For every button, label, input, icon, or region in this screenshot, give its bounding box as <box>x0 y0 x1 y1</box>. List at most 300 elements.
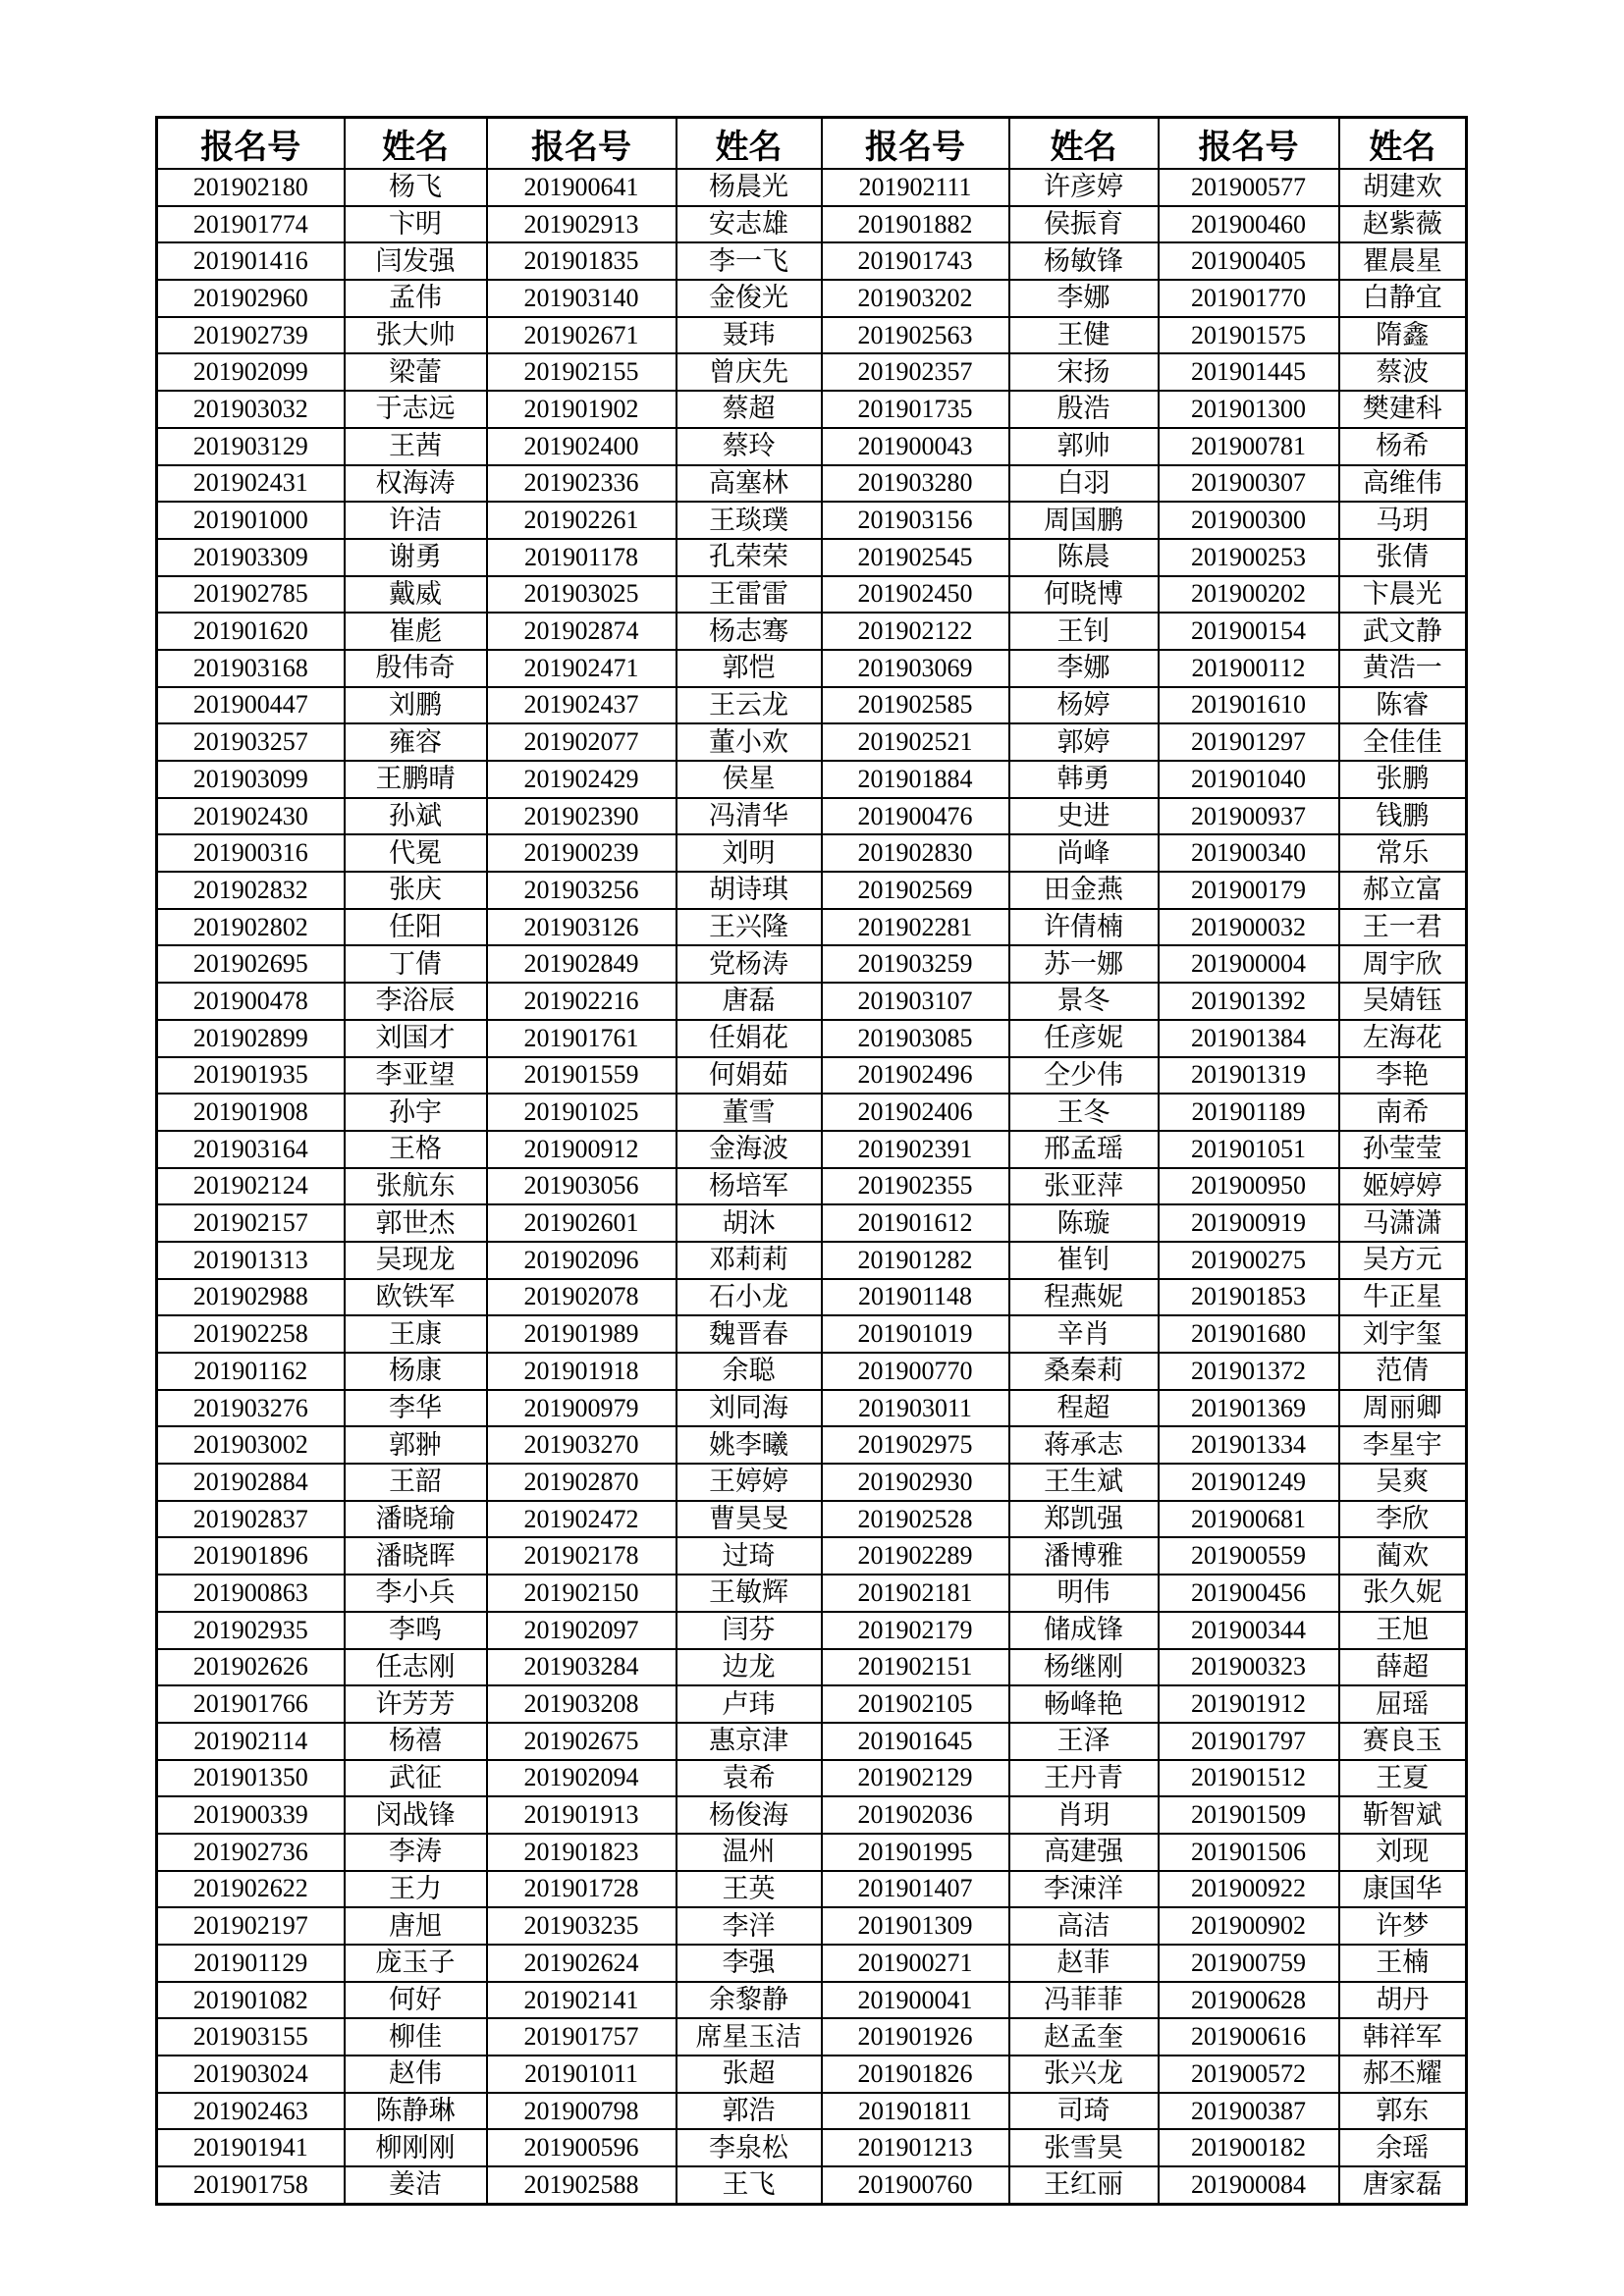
registration-number-cell: 201902870 <box>487 1464 677 1501</box>
registration-number-cell: 201900759 <box>1159 1945 1339 1982</box>
name-cell: 韩勇 <box>1009 761 1159 798</box>
registration-number-cell: 201902930 <box>822 1464 1009 1501</box>
registration-number-cell: 201903126 <box>487 909 677 946</box>
table-row <box>157 983 1467 1020</box>
registration-number-cell: 201900798 <box>487 2093 677 2130</box>
registration-number-cell: 201900478 <box>157 983 345 1020</box>
registration-number-cell: 201903032 <box>157 391 345 428</box>
registration-number-cell: 201900405 <box>1159 242 1339 280</box>
name-cell: 唐旭 <box>345 1907 487 1945</box>
name-cell: 潘晓瑜 <box>345 1501 487 1538</box>
registration-number-cell: 201901300 <box>1159 391 1339 428</box>
name-cell: 辛肖 <box>1009 1315 1159 1353</box>
name-cell: 白羽 <box>1009 465 1159 503</box>
name-cell: 李小兵 <box>345 1575 487 1612</box>
registration-number-cell: 201900316 <box>157 834 345 872</box>
registration-number-cell: 201901766 <box>157 1685 345 1723</box>
name-cell: 景冬 <box>1009 983 1159 1020</box>
registration-number-cell: 201900760 <box>822 2166 1009 2204</box>
name-cell: 明伟 <box>1009 1575 1159 1612</box>
registration-number-cell: 201900004 <box>1159 945 1339 983</box>
registration-number-cell: 201903284 <box>487 1649 677 1686</box>
name-cell: 于志远 <box>345 391 487 428</box>
name-cell: 高塞林 <box>677 465 822 503</box>
registration-number-cell: 201900476 <box>822 798 1009 835</box>
registration-number-cell: 201900084 <box>1159 2166 1339 2204</box>
name-cell: 康国华 <box>1339 1871 1467 1908</box>
registration-number-cell: 201900460 <box>1159 206 1339 243</box>
name-cell: 储成锋 <box>1009 1612 1159 1649</box>
registration-number-cell: 201900179 <box>1159 872 1339 909</box>
registration-number-cell: 201902472 <box>487 1501 677 1538</box>
table-row <box>157 1760 1467 1797</box>
registration-number-cell: 201901213 <box>822 2129 1009 2166</box>
header-row <box>157 118 1467 170</box>
registration-number-cell: 201900596 <box>487 2129 677 2166</box>
name-cell: 李华 <box>345 1390 487 1427</box>
table-row <box>157 1612 1467 1649</box>
registration-number-cell: 201901178 <box>487 539 677 576</box>
registration-number-cell: 201900253 <box>1159 539 1339 576</box>
registration-number-cell: 201903208 <box>487 1685 677 1723</box>
registration-number-cell: 201902695 <box>157 945 345 983</box>
name-cell: 许倩楠 <box>1009 909 1159 946</box>
registration-number-cell: 201902094 <box>487 1760 677 1797</box>
name-cell: 李鸣 <box>345 1612 487 1649</box>
name-cell: 张庆 <box>345 872 487 909</box>
registration-number-cell: 201902099 <box>157 353 345 391</box>
name-cell: 任志刚 <box>345 1649 487 1686</box>
table-row <box>157 798 1467 835</box>
name-cell: 冯菲菲 <box>1009 1982 1159 2019</box>
name-cell: 马玥 <box>1339 502 1467 539</box>
name-cell: 杨康 <box>345 1353 487 1390</box>
registration-number-cell: 201901282 <box>822 1242 1009 1279</box>
registration-number-cell: 201902124 <box>157 1168 345 1205</box>
name-cell: 孙莹莹 <box>1339 1131 1467 1168</box>
table-row <box>157 1796 1467 1834</box>
name-cell: 胡诗琪 <box>677 872 822 909</box>
name-cell: 曾庆先 <box>677 353 822 391</box>
name-cell: 王楠 <box>1339 1945 1467 1982</box>
name-cell: 全佳佳 <box>1339 723 1467 761</box>
name-cell: 王英 <box>677 1871 822 1908</box>
header-registration-number-2: 报名号 <box>487 118 677 170</box>
registration-number-cell: 201901392 <box>1159 983 1339 1020</box>
name-cell: 张大帅 <box>345 317 487 354</box>
name-cell: 周宇欣 <box>1339 945 1467 983</box>
registration-number-cell: 201900271 <box>822 1945 1009 1982</box>
name-cell: 何好 <box>345 1982 487 2019</box>
name-cell: 瞿晨星 <box>1339 242 1467 280</box>
name-cell: 王韶 <box>345 1464 487 1501</box>
name-cell: 李娜 <box>1009 280 1159 317</box>
registration-number-cell: 201900912 <box>487 1131 677 1168</box>
registration-number-cell: 201901995 <box>822 1834 1009 1871</box>
table-row <box>157 576 1467 614</box>
name-cell: 赵伟 <box>345 2056 487 2093</box>
registration-number-cell: 201902563 <box>822 317 1009 354</box>
name-cell: 郝立富 <box>1339 872 1467 909</box>
registration-number-cell: 201903011 <box>822 1390 1009 1427</box>
registration-number-cell: 201901908 <box>157 1094 345 1131</box>
registration-number-cell: 201903085 <box>822 1020 1009 1057</box>
name-cell: 任娟花 <box>677 1020 822 1057</box>
registration-number-cell: 201903259 <box>822 945 1009 983</box>
name-cell: 胡沐 <box>677 1204 822 1242</box>
name-cell: 程燕妮 <box>1009 1279 1159 1316</box>
registration-number-cell: 201902588 <box>487 2166 677 2204</box>
registration-number-cell: 201902622 <box>157 1871 345 1908</box>
registration-number-cell: 201900387 <box>1159 2093 1339 2130</box>
header-name-1: 姓名 <box>345 118 487 170</box>
registration-number-cell: 201900112 <box>1159 650 1339 687</box>
name-cell: 郭东 <box>1339 2093 1467 2130</box>
name-cell: 高维伟 <box>1339 465 1467 503</box>
registration-number-cell: 201902258 <box>157 1315 345 1353</box>
registration-number-cell: 201902141 <box>487 1982 677 2019</box>
name-cell: 庞玉子 <box>345 1945 487 1982</box>
registration-number-cell: 201902111 <box>822 169 1009 206</box>
registration-number-cell: 201903155 <box>157 2018 345 2056</box>
registration-number-cell: 201902429 <box>487 761 677 798</box>
registration-number-cell: 201903309 <box>157 539 345 576</box>
name-cell: 姬婷婷 <box>1339 1168 1467 1205</box>
registration-number-cell: 201900032 <box>1159 909 1339 946</box>
registration-number-cell: 201902899 <box>157 1020 345 1057</box>
table-row <box>157 1204 1467 1242</box>
name-cell: 唐磊 <box>677 983 822 1020</box>
name-cell: 柳刚刚 <box>345 2129 487 2166</box>
name-cell: 张久妮 <box>1339 1575 1467 1612</box>
table-row <box>157 169 1467 206</box>
table-row <box>157 1907 1467 1945</box>
registration-number-cell: 201902450 <box>822 576 1009 614</box>
name-cell: 王冬 <box>1009 1094 1159 1131</box>
registration-number-cell: 201901309 <box>822 1907 1009 1945</box>
name-cell: 柳佳 <box>345 2018 487 2056</box>
name-cell: 李一飞 <box>677 242 822 280</box>
header-name-2: 姓名 <box>677 118 822 170</box>
registration-number-cell: 201901297 <box>1159 723 1339 761</box>
name-cell: 李欣 <box>1339 1501 1467 1538</box>
registration-number-cell: 201902675 <box>487 1723 677 1760</box>
name-cell: 史进 <box>1009 798 1159 835</box>
table-row <box>157 1575 1467 1612</box>
name-cell: 屈瑶 <box>1339 1685 1467 1723</box>
name-cell: 姜洁 <box>345 2166 487 2204</box>
registration-number-cell: 201901019 <box>822 1315 1009 1353</box>
name-cell: 韩祥军 <box>1339 2018 1467 2056</box>
name-cell: 刘鹏 <box>345 687 487 724</box>
registration-number-cell: 201902988 <box>157 1279 345 1316</box>
registration-number-cell: 201900041 <box>822 1982 1009 2019</box>
header-registration-number-3: 报名号 <box>822 118 1009 170</box>
name-cell: 王康 <box>345 1315 487 1353</box>
name-cell: 杨晨光 <box>677 169 822 206</box>
table-row <box>157 206 1467 243</box>
registration-number-cell: 201902151 <box>822 1649 1009 1686</box>
registration-number-cell: 201901774 <box>157 206 345 243</box>
registration-number-cell: 201902874 <box>487 613 677 650</box>
header-name-4: 姓名 <box>1339 118 1467 170</box>
name-cell: 王鹏晴 <box>345 761 487 798</box>
name-cell: 余瑶 <box>1339 2129 1467 2166</box>
registration-number-cell: 201902289 <box>822 1537 1009 1575</box>
table-header <box>157 118 1467 170</box>
registration-number-cell: 201902197 <box>157 1907 345 1945</box>
registration-number-cell: 201903107 <box>822 983 1009 1020</box>
name-cell: 刘国才 <box>345 1020 487 1057</box>
registration-number-cell: 201902036 <box>822 1796 1009 1834</box>
registration-number-cell: 201901680 <box>1159 1315 1339 1353</box>
name-cell: 孙斌 <box>345 798 487 835</box>
header-name-3: 姓名 <box>1009 118 1159 170</box>
registration-number-cell: 201900559 <box>1159 1537 1339 1575</box>
name-cell: 聂玮 <box>677 317 822 354</box>
name-cell: 牛正星 <box>1339 1279 1467 1316</box>
name-cell: 侯星 <box>677 761 822 798</box>
name-cell: 杨婷 <box>1009 687 1159 724</box>
name-cell: 胡建欢 <box>1339 169 1467 206</box>
name-cell: 吴现龙 <box>345 1242 487 1279</box>
name-cell: 杨敏锋 <box>1009 242 1159 280</box>
name-cell: 赵孟奎 <box>1009 2018 1159 2056</box>
name-cell: 尚峰 <box>1009 834 1159 872</box>
table-row <box>157 1982 1467 2019</box>
name-cell: 赵菲 <box>1009 1945 1159 1982</box>
name-cell: 孟伟 <box>345 280 487 317</box>
registration-number-cell: 201902849 <box>487 945 677 983</box>
name-cell: 刘现 <box>1339 1834 1467 1871</box>
name-cell: 李泉松 <box>677 2129 822 2166</box>
name-cell: 范倩 <box>1339 1353 1467 1390</box>
registration-number-cell: 201901884 <box>822 761 1009 798</box>
registration-number-cell: 201901797 <box>1159 1723 1339 1760</box>
registration-number-cell: 201900781 <box>1159 428 1339 465</box>
name-cell: 杨俊海 <box>677 1796 822 1834</box>
name-cell: 何晓博 <box>1009 576 1159 614</box>
table-row <box>157 1871 1467 1908</box>
name-cell: 赛良玉 <box>1339 1723 1467 1760</box>
registration-number-cell: 201902463 <box>157 2093 345 2130</box>
registration-number-cell: 201903202 <box>822 280 1009 317</box>
name-cell: 冯清华 <box>677 798 822 835</box>
table-row <box>157 1242 1467 1279</box>
registration-number-cell: 201902913 <box>487 206 677 243</box>
name-cell: 蔡玲 <box>677 428 822 465</box>
registration-number-cell: 201901350 <box>157 1760 345 1797</box>
name-cell: 张亚萍 <box>1009 1168 1159 1205</box>
name-cell: 李浴辰 <box>345 983 487 1020</box>
registration-number-cell: 201900863 <box>157 1575 345 1612</box>
registration-number-cell: 201901853 <box>1159 1279 1339 1316</box>
name-cell: 周国鹏 <box>1009 502 1159 539</box>
name-cell: 王力 <box>345 1871 487 1908</box>
name-cell: 王钊 <box>1009 613 1159 650</box>
registration-number-cell: 201900344 <box>1159 1612 1339 1649</box>
name-cell: 邢孟瑶 <box>1009 1131 1159 1168</box>
registration-number-cell: 201902975 <box>822 1426 1009 1464</box>
name-cell: 李涛 <box>345 1834 487 1871</box>
registration-number-cell: 201901372 <box>1159 1353 1339 1390</box>
name-cell: 曹昊旻 <box>677 1501 822 1538</box>
name-cell: 陈璇 <box>1009 1204 1159 1242</box>
header-registration-number-4: 报名号 <box>1159 118 1339 170</box>
registration-number-cell: 201901040 <box>1159 761 1339 798</box>
name-cell: 蔡波 <box>1339 353 1467 391</box>
registration-number-cell: 201903140 <box>487 280 677 317</box>
registration-number-cell: 201901189 <box>1159 1094 1339 1131</box>
name-cell: 卞晨光 <box>1339 576 1467 614</box>
name-cell: 张倩 <box>1339 539 1467 576</box>
table-row <box>157 539 1467 576</box>
registration-number-cell: 201902114 <box>157 1723 345 1760</box>
registration-number-cell: 201900275 <box>1159 1242 1339 1279</box>
name-cell: 张航东 <box>345 1168 487 1205</box>
registration-number-cell: 201902624 <box>487 1945 677 1982</box>
name-cell: 殷伟奇 <box>345 650 487 687</box>
name-cell: 李亚望 <box>345 1057 487 1095</box>
name-cell: 潘博雅 <box>1009 1537 1159 1575</box>
name-cell: 南希 <box>1339 1094 1467 1131</box>
name-cell: 陈晨 <box>1009 539 1159 576</box>
registration-number-cell: 201902357 <box>822 353 1009 391</box>
registration-number-cell: 201901913 <box>487 1796 677 1834</box>
name-cell: 高洁 <box>1009 1907 1159 1945</box>
name-cell: 薛超 <box>1339 1649 1467 1686</box>
name-cell: 温州 <box>677 1834 822 1871</box>
name-cell: 王格 <box>345 1131 487 1168</box>
table-row <box>157 1131 1467 1168</box>
registration-number-cell: 201900770 <box>822 1353 1009 1390</box>
registration-number-cell: 201901610 <box>1159 687 1339 724</box>
name-cell: 魏晋春 <box>677 1315 822 1353</box>
name-cell: 杨希 <box>1339 428 1467 465</box>
name-cell: 白静宜 <box>1339 280 1467 317</box>
registration-number-cell: 201900616 <box>1159 2018 1339 2056</box>
name-cell: 董雪 <box>677 1094 822 1131</box>
registration-number-cell: 201900239 <box>487 834 677 872</box>
name-cell: 余黎静 <box>677 1982 822 2019</box>
registration-number-cell: 201902830 <box>822 834 1009 872</box>
name-cell: 王敏辉 <box>677 1575 822 1612</box>
name-cell: 许芳芳 <box>345 1685 487 1723</box>
registration-number-cell: 201902545 <box>822 539 1009 576</box>
registration-number-cell: 201902122 <box>822 613 1009 650</box>
table-row <box>157 1279 1467 1316</box>
name-cell: 畅峰艳 <box>1009 1685 1159 1723</box>
table-row <box>157 280 1467 317</box>
registration-number-cell: 201902960 <box>157 280 345 317</box>
name-cell: 杨继刚 <box>1009 1649 1159 1686</box>
registration-number-cell: 201900456 <box>1159 1575 1339 1612</box>
name-cell: 隋鑫 <box>1339 317 1467 354</box>
name-cell: 仝少伟 <box>1009 1057 1159 1095</box>
name-cell: 崔钊 <box>1009 1242 1159 1279</box>
name-cell: 杨禧 <box>345 1723 487 1760</box>
table-row <box>157 1649 1467 1686</box>
name-cell: 李艳 <box>1339 1057 1467 1095</box>
registration-number-cell: 201902736 <box>157 1834 345 1871</box>
registration-number-cell: 201903024 <box>157 2056 345 2093</box>
name-cell: 郭世杰 <box>345 1204 487 1242</box>
registration-number-cell: 201903235 <box>487 1907 677 1945</box>
name-cell: 董小欢 <box>677 723 822 761</box>
registration-number-cell: 201902496 <box>822 1057 1009 1095</box>
registration-number-cell: 201900641 <box>487 169 677 206</box>
name-cell: 丁倩 <box>345 945 487 983</box>
registration-number-cell: 201902785 <box>157 576 345 614</box>
registration-number-cell: 201902884 <box>157 1464 345 1501</box>
name-cell: 杨培军 <box>677 1168 822 1205</box>
name-cell: 桑秦莉 <box>1009 1353 1159 1390</box>
registration-number-cell: 201900902 <box>1159 1907 1339 1945</box>
name-cell: 边龙 <box>677 1649 822 1686</box>
registration-number-cell: 201901757 <box>487 2018 677 2056</box>
table-row <box>157 317 1467 354</box>
name-cell: 欧铁军 <box>345 1279 487 1316</box>
table-row <box>157 1464 1467 1501</box>
name-cell: 代冕 <box>345 834 487 872</box>
name-cell: 王云龙 <box>677 687 822 724</box>
registration-number-cell: 201901129 <box>157 1945 345 1982</box>
registration-number-cell: 201902431 <box>157 465 345 503</box>
registration-number-cell: 201902739 <box>157 317 345 354</box>
table-row <box>157 1723 1467 1760</box>
registration-number-cell: 201902155 <box>487 353 677 391</box>
registration-number-cell: 201901249 <box>1159 1464 1339 1501</box>
table-row <box>157 353 1467 391</box>
name-cell: 郭浩 <box>677 2093 822 2130</box>
name-cell: 王雷雷 <box>677 576 822 614</box>
name-cell: 闫发强 <box>345 242 487 280</box>
name-cell: 任阳 <box>345 909 487 946</box>
name-cell: 蒋承志 <box>1009 1426 1159 1464</box>
registration-number-cell: 201903099 <box>157 761 345 798</box>
name-cell: 陈静琳 <box>345 2093 487 2130</box>
table-row <box>157 687 1467 724</box>
registration-number-cell: 201900681 <box>1159 1501 1339 1538</box>
name-cell: 王兴隆 <box>677 909 822 946</box>
name-cell: 李洋 <box>677 1907 822 1945</box>
name-cell: 王茜 <box>345 428 487 465</box>
registration-number-cell: 201900300 <box>1159 502 1339 539</box>
registration-number-cell: 201902336 <box>487 465 677 503</box>
registration-number-cell: 201903280 <box>822 465 1009 503</box>
name-cell: 王飞 <box>677 2166 822 2204</box>
name-cell: 张超 <box>677 2056 822 2093</box>
name-cell: 张雪昊 <box>1009 2129 1159 2166</box>
name-cell: 胡丹 <box>1339 1982 1467 2019</box>
name-cell: 袁希 <box>677 1760 822 1797</box>
registration-number-cell: 201901051 <box>1159 1131 1339 1168</box>
registration-number-cell: 201900340 <box>1159 834 1339 872</box>
table-row <box>157 391 1467 428</box>
name-cell: 王丹青 <box>1009 1760 1159 1797</box>
name-cell: 苏一娜 <box>1009 945 1159 983</box>
name-cell: 靳智斌 <box>1339 1796 1467 1834</box>
registration-number-cell: 201902179 <box>822 1612 1009 1649</box>
table-row <box>157 2129 1467 2166</box>
name-cell: 孙宇 <box>345 1094 487 1131</box>
registration-number-cell: 201901835 <box>487 242 677 280</box>
registration-table <box>155 116 1468 2206</box>
registration-number-cell: 201902471 <box>487 650 677 687</box>
name-cell: 司琦 <box>1009 2093 1159 2130</box>
registration-number-cell: 201902671 <box>487 317 677 354</box>
registration-number-cell: 201901826 <box>822 2056 1009 2093</box>
